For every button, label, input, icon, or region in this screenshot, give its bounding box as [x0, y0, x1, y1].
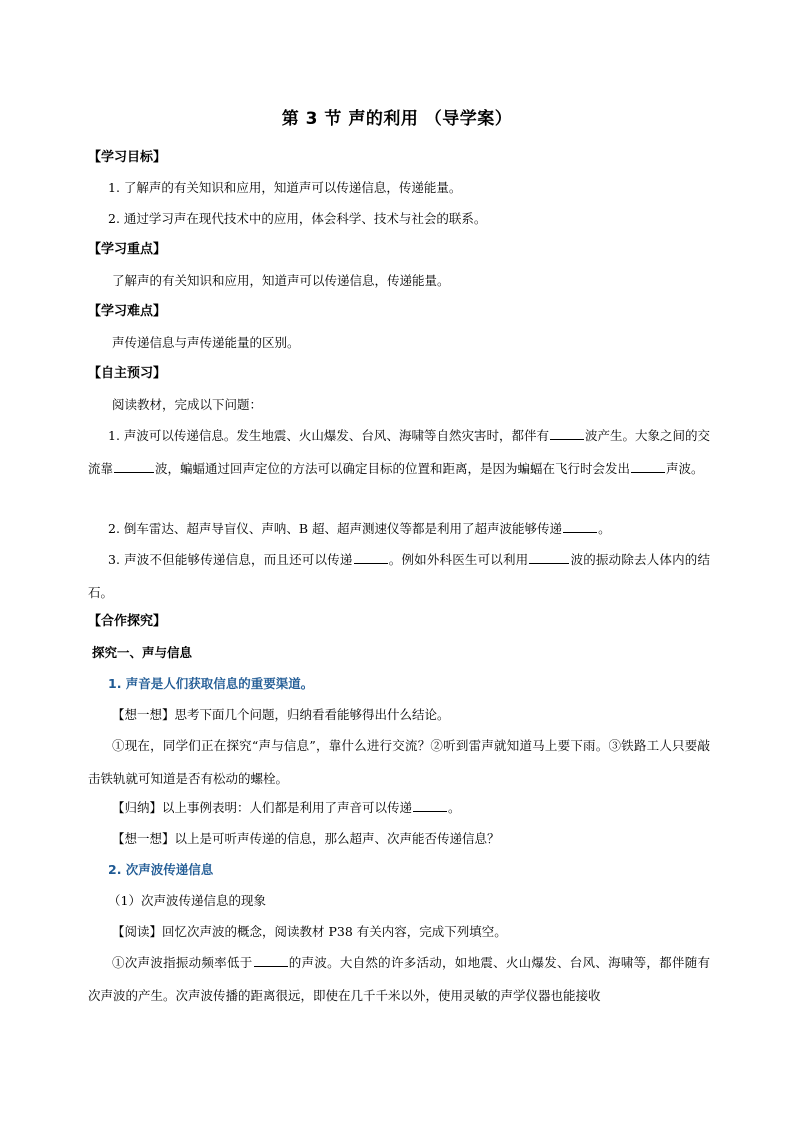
goals-header: 【学习目标】 — [88, 150, 167, 165]
q3-text-b: 。例如外科医生可以利用 — [388, 552, 529, 567]
point-1-title: 1. 声音是人们获取信息的重要渠道。 — [108, 676, 314, 691]
preview-header: 【自主预习】 — [88, 366, 167, 381]
goal-item-1: 1. 了解声的有关知识和应用，知道声可以传递信息，传递能量。 — [108, 180, 462, 195]
q1-text-a: 1. 声波可以传递信息。发生地震、火山爆发、台风、海啸等自然灾害时，都伴有 — [108, 428, 549, 443]
q3-text-a: 3. 声波不但能够传递信息，而且还可以传递 — [108, 552, 353, 567]
explore-1-title: 探究一、声与信息 — [92, 645, 193, 660]
page-title: 第 3 节 声的利用 （导学案） — [281, 109, 513, 129]
answer-blank[interactable] — [563, 518, 597, 533]
think-2: 【想一想】以上是可听声传递的信息，那么超声、次声能否传递信息？ — [112, 831, 500, 846]
q1-text-d: 声波。 — [666, 461, 704, 476]
infra-text-b: 的声波。大自然的许多活动，如地震、火山爆发、台风、海啸等，都伴随有次声波的产生。次声波传播的距离很远，即使在几千千米以外，使用灵敏的声学仪器也能接收 — [88, 955, 710, 1003]
preview-question-1 — [88, 419, 710, 485]
answer-blank[interactable] — [354, 549, 388, 564]
read-instruction: 【阅读】回忆次声波的概念，阅读教材 P38 有关内容，完成下列填空。 — [112, 924, 507, 939]
difficulty-text: 声传递信息与声传递能量的区别。 — [112, 335, 300, 350]
focus-text: 了解声的有关知识和应用，知道声可以传递信息，传递能量。 — [112, 273, 450, 288]
infrasound-text — [88, 946, 710, 1012]
difficulty-header: 【学习难点】 — [88, 304, 167, 319]
summary-text — [88, 791, 710, 824]
focus-header: 【学习重点】 — [88, 242, 167, 257]
answer-blank[interactable] — [529, 549, 569, 564]
q1-text-c: 波，蝙蝠通过回声定位的方法可以确定目标的位置和距离，是因为蝙蝠在飞行时会发出 — [155, 461, 631, 476]
preview-question-3 — [88, 543, 710, 609]
answer-blank[interactable] — [114, 458, 154, 473]
think-1: 【想一想】思考下面几个问题，归纳看看能够得出什么结论。 — [112, 707, 450, 722]
answer-blank[interactable] — [254, 952, 288, 967]
q2-text-b: 。 — [598, 521, 611, 536]
point-2-title: 2. 次声波传递信息 — [108, 862, 214, 877]
q1-text-b: 波产生。大象之间的交流靠 — [88, 428, 710, 476]
answer-blank[interactable] — [550, 425, 584, 440]
cooperate-header: 【合作探究】 — [88, 614, 167, 629]
sub-1-title: （1）次声波传递信息的现象 — [108, 893, 266, 908]
summary-text-b: 。 — [448, 800, 461, 815]
answer-blank[interactable] — [413, 797, 447, 812]
preview-question-2 — [88, 512, 710, 545]
q2-text-a: 2. 倒车雷达、超声导盲仪、声呐、B 超、超声测速仪等都是利用了超声波能够传递 — [108, 521, 563, 536]
preview-intro: 阅读教材，完成以下问题： — [112, 397, 263, 412]
summary-text-a: 【归纳】以上事例表明：人们都是利用了声音可以传递 — [112, 800, 413, 815]
answer-blank[interactable] — [631, 458, 665, 473]
goal-item-2: 2. 通过学习声在现代技术中的应用，体会科学、技术与社会的联系。 — [108, 211, 487, 226]
infra-text-a: ①次声波指振动频率低于 — [112, 955, 253, 970]
examples-text: ①现在，同学们正在探究“声与信息”，靠什么进行交流？②听到雷声就知道马上要下雨。③铁路工人只要敲击铁轨就可知道是否有松动的螺栓。 — [88, 738, 710, 786]
q3-text-c: 波的振动除去人体内的结石。 — [88, 552, 710, 600]
